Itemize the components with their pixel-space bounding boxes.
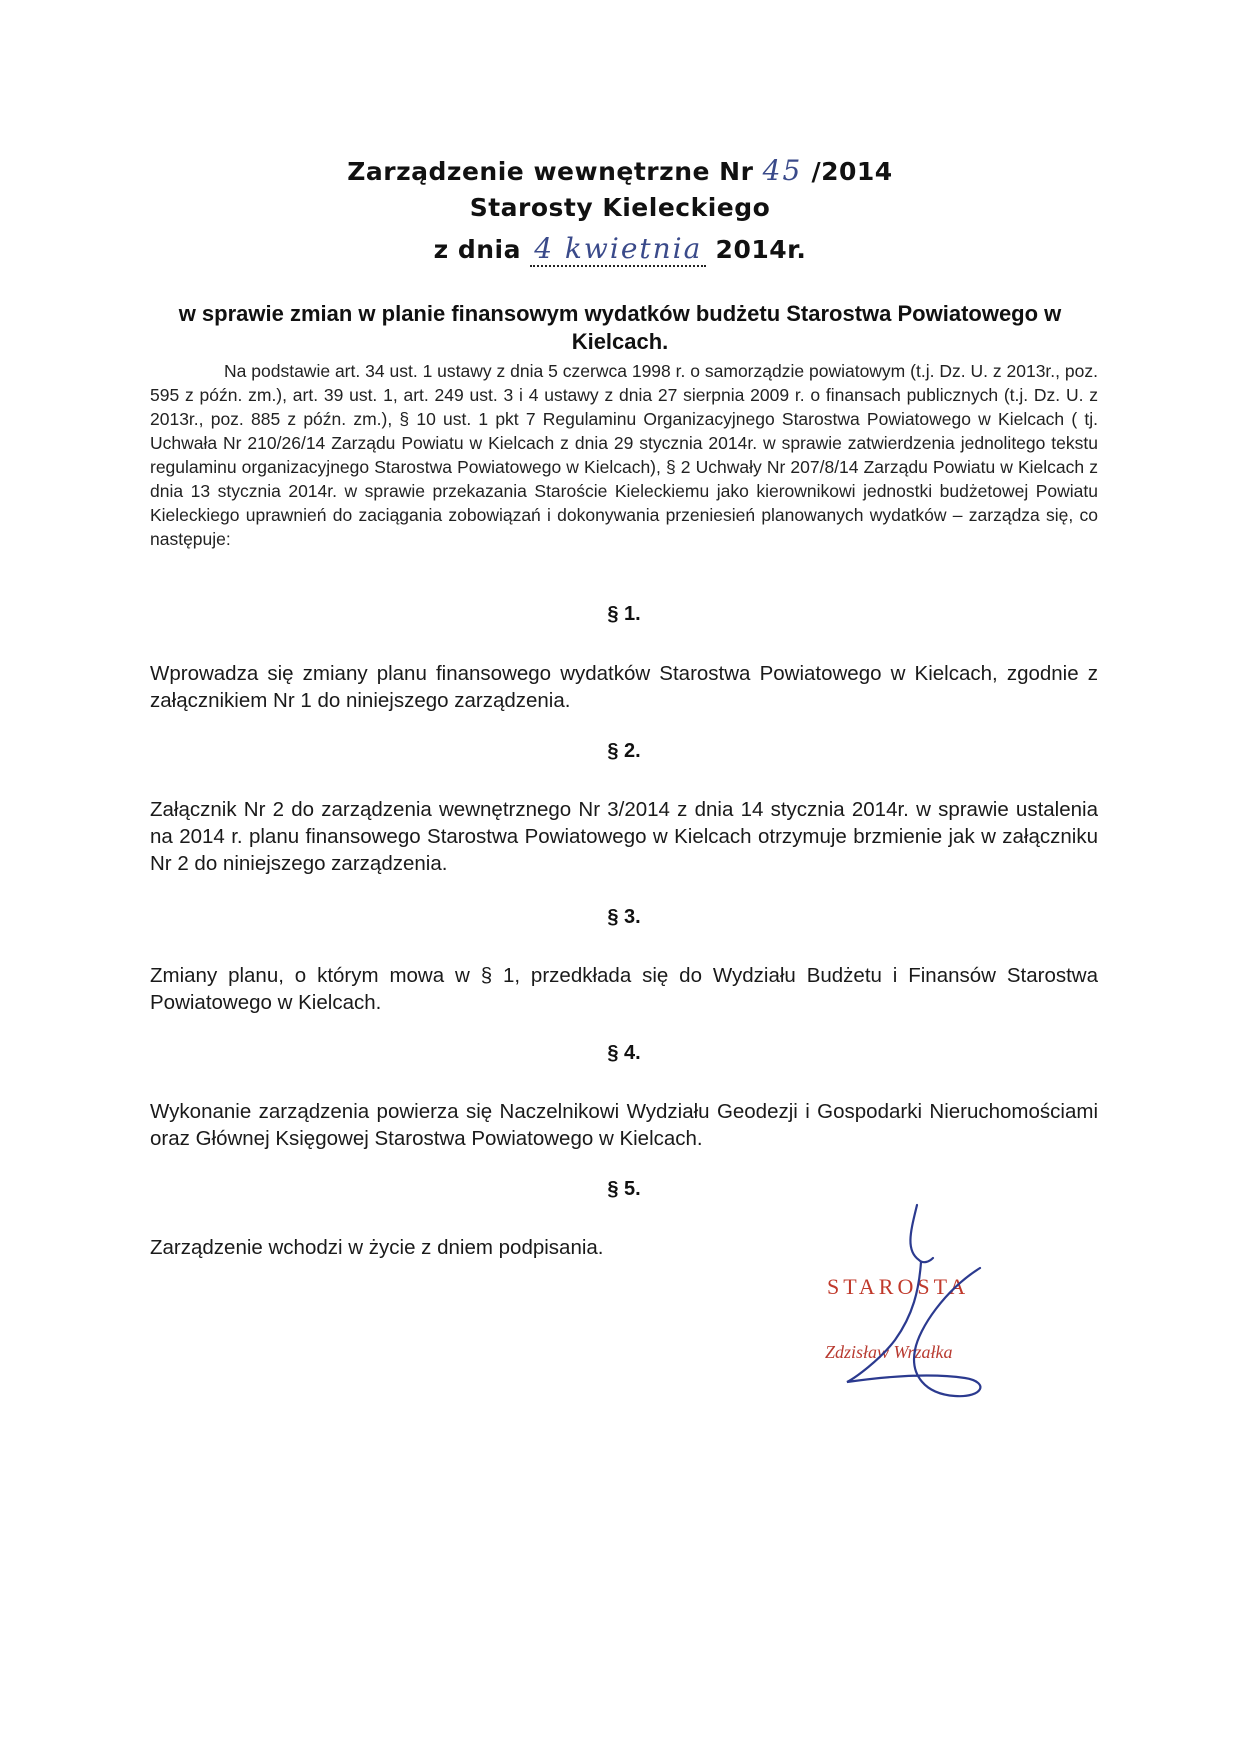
document-title-line-2: Starosty Kieleckiego — [469, 193, 771, 222]
legal-basis-paragraph: Na podstawie art. 34 ust. 1 ustawy z dnia 5 czerwca 1998 r. o samorządzie powiatowym (t.j. Dz. U. z 2013r., poz. 595 z późn. zm.), art. 39 ust. 1, art. 249 ust. 3 i 4 ustawy z dnia 27 sierpnia 2009 r. o finansach publicznych (t.j. Dz. U. z 2013r., poz. 885 z późn. zm.), § 10 ust. 1 pkt 7 Regulaminu Organizacyjnego Starostwa Powiatowego w Kielcach ( tj. Uchwała Nr 210/26/14 Zarządu Powiatu w Kielcach z dnia 29 stycznia 2014r. w sprawie zatwierdzenia jednolitego tekstu regulaminu organizacyjnego Starostwa Powiatowego w Kielcach), § 2 Uchwały Nr 207/8/14 Zarządu Powiatu w Kielcach z dnia 13 stycznia 2014r. w sprawie przekazania Staroście Kieleckiemu jako kierownikowi jednostki budżetowej Powiatu Kieleckiego uprawnień do zaciągania zobowiązań i dokonywania przeniesień planowanych wydatków – zarządza się, co następuje: — [150, 361, 1098, 549]
handwritten-signature-icon — [815, 1200, 1015, 1400]
section-2-sign: § 2. — [607, 740, 641, 762]
section-3-text: Zmiany planu, o którym mowa w § 1, przedkłada się do Wydziału Budżetu i Finansów Starostwa Powiatowego w Kielcach. — [150, 964, 1098, 1014]
section-2-text: Załącznik Nr 2 do zarządzenia wewnętrznego Nr 3/2014 z dnia 14 stycznia 2014r. w sprawie ustalenia na 2014 r. planu finansowego Starostwa Powiatowego w Kielcach otrzymuje brzmienie jak w załączniku Nr 2 do niniejszego zarządzenia. — [150, 798, 1098, 875]
section-4-sign: § 4. — [607, 1042, 641, 1064]
section-5-sign: § 5. — [607, 1178, 641, 1200]
document-title-line-1 — [0, 154, 1240, 187]
handwritten-number: 45 — [762, 154, 803, 187]
document-subject: w sprawie zmian w planie finansowym wydatków budżetu Starostwa Powiatowego w Kielcach. — [178, 301, 1062, 354]
handwritten-date: 4 kwietnia — [534, 232, 703, 265]
section-4-text: Wykonanie zarządzenia powierza się Naczelnikowi Wydziału Geodezji i Gospodarki Nieruchomościami oraz Głównej Księgowej Starostwa Powiatowego w Kielcach. — [150, 1100, 1098, 1150]
stamp-name: Zdzisław Wrzałka — [825, 1342, 953, 1362]
stamp-title: STAROSTA — [827, 1274, 970, 1299]
document-date-line — [0, 232, 1240, 267]
date-fill-field — [530, 232, 706, 267]
section-3-sign: § 3. — [607, 906, 641, 928]
date-year-suffix: 2014r. — [715, 235, 807, 264]
section-1-text: Wprowadza się zmiany planu finansowego wydatków Starostwa Powiatowego w Kielcach, zgodnie z załącznikiem Nr 1 do niniejszego zarządzenia. — [150, 662, 1098, 712]
section-1-sign: § 1. — [607, 603, 641, 625]
date-prefix: z dnia — [433, 235, 521, 264]
starosta-stamp — [815, 1200, 1015, 1400]
title-year-suffix: /2014 — [811, 157, 893, 186]
title-prefix: Zarządzenie wewnętrzne Nr — [347, 157, 754, 186]
section-5-text: Zarządzenie wchodzi w życie z dniem podpisania. — [150, 1236, 604, 1259]
